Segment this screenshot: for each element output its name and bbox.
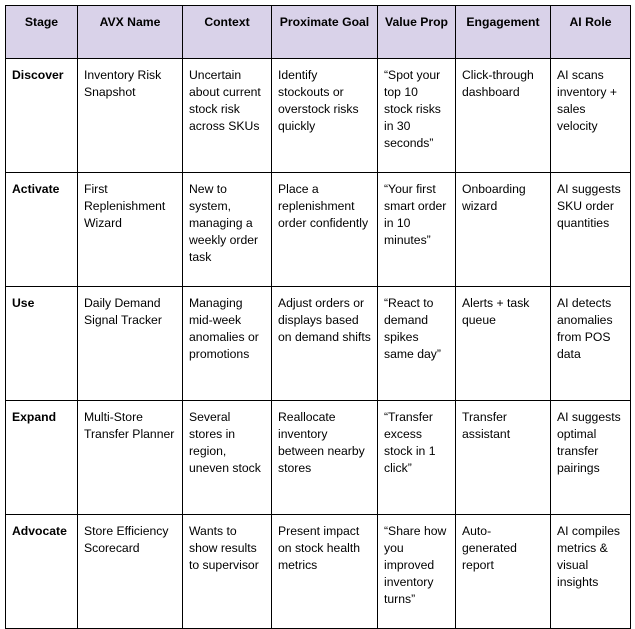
proximate-goal-cell: Present impact on stock health metrics — [272, 515, 378, 629]
proximate-goal-cell: Adjust orders or displays based on demand shifts — [272, 287, 378, 401]
avx-table — [5, 5, 631, 629]
header-context: Context — [183, 6, 272, 59]
value-prop-cell: “Share how you improved inventory turns” — [378, 515, 456, 629]
proximate-goal-cell: Place a replenishment order confidently — [272, 173, 378, 287]
engagement-cell: Click-through dashboard — [456, 59, 551, 173]
header-ai-role: AI Role — [551, 6, 631, 59]
table-row — [6, 59, 631, 173]
engagement-cell: Onboarding wizard — [456, 173, 551, 287]
proximate-goal-cell: Reallocate inventory between nearby stores — [272, 401, 378, 515]
stage-cell: Use — [6, 287, 78, 401]
avx-name-cell: First Replenishment Wizard — [78, 173, 183, 287]
ai-role-cell: AI suggests SKU order quantities — [551, 173, 631, 287]
table-row — [6, 287, 631, 401]
value-prop-cell: “React to demand spikes same day” — [378, 287, 456, 401]
context-cell: Several stores in region, uneven stock — [183, 401, 272, 515]
stage-cell: Advocate — [6, 515, 78, 629]
context-cell: Managing mid-week anomalies or promotions — [183, 287, 272, 401]
table-row — [6, 401, 631, 515]
table-row — [6, 173, 631, 287]
context-cell: New to system, managing a weekly order task — [183, 173, 272, 287]
engagement-cell: Transfer assistant — [456, 401, 551, 515]
stage-cell: Discover — [6, 59, 78, 173]
value-prop-cell: “Transfer excess stock in 1 click” — [378, 401, 456, 515]
context-cell: Uncertain about current stock risk across SKUs — [183, 59, 272, 173]
header-stage: Stage — [6, 6, 78, 59]
engagement-cell: Alerts + task queue — [456, 287, 551, 401]
avx-name-cell: Inventory Risk Snapshot — [78, 59, 183, 173]
table-row — [6, 515, 631, 629]
header-avx-name: AVX Name — [78, 6, 183, 59]
stage-cell: Expand — [6, 401, 78, 515]
avx-name-cell: Multi-Store Transfer Planner — [78, 401, 183, 515]
ai-role-cell: AI detects anomalies from POS data — [551, 287, 631, 401]
header-row — [6, 6, 631, 59]
value-prop-cell: “Spot your top 10 stock risks in 30 seconds” — [378, 59, 456, 173]
header-engagement: Engagement — [456, 6, 551, 59]
header-value-prop: Value Prop — [378, 6, 456, 59]
header-proximate-goal: Proximate Goal — [272, 6, 378, 59]
ai-role-cell: AI scans inventory + sales velocity — [551, 59, 631, 173]
ai-role-cell: AI suggests optimal transfer pairings — [551, 401, 631, 515]
stage-cell: Activate — [6, 173, 78, 287]
avx-name-cell: Store Efficiency Scorecard — [78, 515, 183, 629]
proximate-goal-cell: Identify stockouts or overstock risks quickly — [272, 59, 378, 173]
engagement-cell: Auto-generated report — [456, 515, 551, 629]
avx-name-cell: Daily Demand Signal Tracker — [78, 287, 183, 401]
value-prop-cell: “Your first smart order in 10 minutes” — [378, 173, 456, 287]
ai-role-cell: AI compiles metrics & visual insights — [551, 515, 631, 629]
context-cell: Wants to show results to supervisor — [183, 515, 272, 629]
